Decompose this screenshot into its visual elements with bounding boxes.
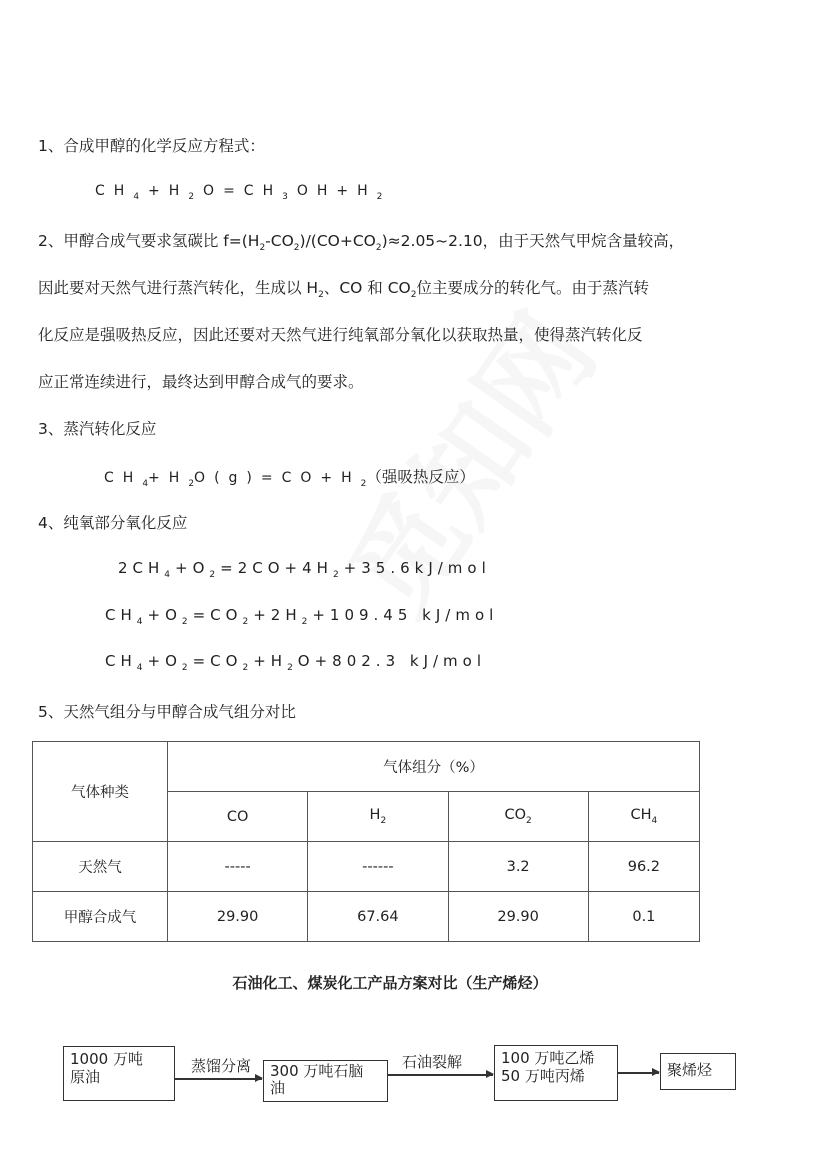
section-1-heading: 1、合成甲醇的化学反应方程式： xyxy=(38,137,265,155)
gas-composition-table xyxy=(32,741,700,942)
section-2-paragraph-line: 因此要对天然气进行蒸汽转化，生成以 $H_2$、CO 和 $CO_2$位主要成分的转化气。由于蒸汽转 xyxy=(38,279,649,301)
box-crude-oil: 1000 万吨 原油 xyxy=(63,1046,175,1101)
table-row xyxy=(33,842,700,892)
table-row xyxy=(33,892,700,942)
table-cell: ------ xyxy=(308,842,448,892)
equation-partial-oxidation-2: $CH_4+O_2=CO_2+2H_2+109.45$ kJ/mol xyxy=(105,606,499,627)
column-header: $H_2$ xyxy=(308,792,448,842)
row-label: 甲醇合成气 xyxy=(33,892,168,942)
section-3-heading: 3、蒸汽转化反应 xyxy=(38,420,157,438)
arrow-label-distillation: 蒸馏分离 xyxy=(191,1057,252,1075)
column-header: $CH_4$ xyxy=(588,792,699,842)
box-polyolefin: 聚烯烃 xyxy=(660,1053,736,1090)
equation-partial-oxidation-1: $2CH_4+O_2=2CO+4H_2+35.6kJ$/mol xyxy=(118,559,491,580)
column-header: $CO_2$ xyxy=(448,792,588,842)
table-cell: 96.2 xyxy=(588,842,699,892)
table-cell: ----- xyxy=(168,842,308,892)
arrow xyxy=(174,1078,262,1080)
table-cell: 29.90 xyxy=(168,892,308,942)
section-5-heading: 5、天然气组分与甲醇合成气组分对比 xyxy=(38,703,296,721)
arrow xyxy=(387,1074,493,1076)
group-header-cell: 气体组分（%） xyxy=(168,742,700,792)
box-naphtha: 300 万吨石脑 油 xyxy=(263,1060,388,1102)
table-cell: 29.90 xyxy=(448,892,588,942)
section-2-paragraph-line: 2、甲醇合成气要求氢碳比 $f=(H_2-CO_2)/(CO+CO_2)\approx 2.05\sim 2.10$，由于天然气甲烷含量较高， xyxy=(38,232,685,254)
table-cell: 67.64 xyxy=(308,892,448,942)
table-cell: 0.1 xyxy=(588,892,699,942)
box-olefins: 100 万吨乙烯 50 万吨丙烯 xyxy=(494,1045,618,1101)
column-header: CO xyxy=(168,792,308,842)
equation-partial-oxidation-3: $CH_4+O_2=CO_2+H_2O+802.3$ kJ/mol xyxy=(105,652,487,673)
equation-steam-reforming: $CH_4+H_2O(g)=CO+H_2$（强吸热反应） xyxy=(104,468,475,490)
table-cell: 3.2 xyxy=(448,842,588,892)
row-header-cell: 气体种类 xyxy=(33,742,168,842)
section-2-paragraph-line: 化反应是强吸热反应，因此还要对天然气进行纯氧部分氧化以获取热量，使得蒸汽转化反 xyxy=(38,326,643,344)
section-2-paragraph-line: 应正常连续进行，最终达到甲醇合成气的要求。 xyxy=(38,373,364,391)
row-label: 天然气 xyxy=(33,842,168,892)
arrow-label-cracking: 石油裂解 xyxy=(402,1053,463,1071)
equation-methanol: $CH_4+H_2O=CH_3OH+H_2$ xyxy=(95,183,392,202)
flow-title: 石油化工、煤炭化工产品方案对比（生产烯烃） xyxy=(232,974,548,992)
section-4-heading: 4、纯氧部分氧化反应 xyxy=(38,514,188,532)
